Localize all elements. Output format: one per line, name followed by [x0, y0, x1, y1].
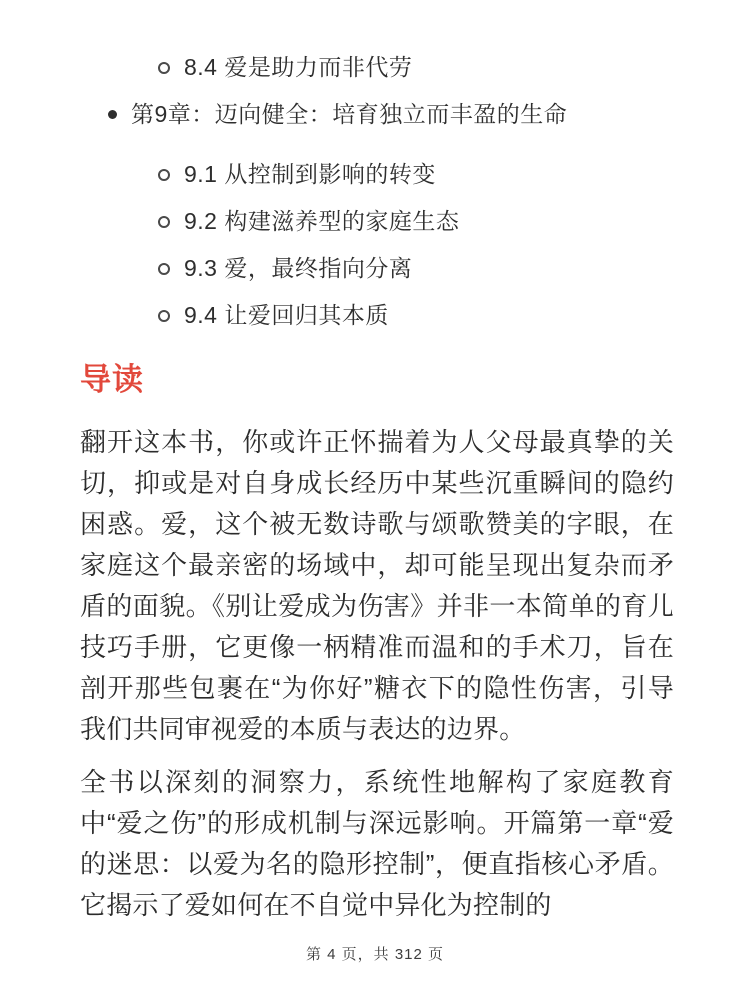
toc-item: [80, 208, 674, 234]
bullet-disc-icon: [108, 110, 117, 119]
bullet-circle-icon: [158, 62, 170, 74]
section-heading: 导读: [80, 362, 144, 397]
body-paragraph: 翻开这本书，你或许正怀揣着为人父母最真挚的关切，抑或是对自身成长经历中某些沉重瞬间的隐约困惑。爱，这个被无数诗歌与颂歌赞美的字眼，在家庭这个最亲密的场域中，却可能呈现出复杂而矛盾的面貌。《别让爱成为伤害》并非一本简单的育儿技巧手册，它更像一柄精准而温和的手术刀，旨在剖开那些包裹在“为你好”糖衣下的隐性伤害，引导我们共同审视爱的本质与表达的边界。: [80, 427, 674, 744]
toc-item-label: 8.4 爱是助力而非代劳: [184, 54, 413, 80]
toc-item: [80, 161, 674, 187]
bullet-circle-icon: [158, 263, 170, 275]
page-indicator: 第 4 页，共 312 页: [305, 946, 445, 963]
toc-item-chapter: [80, 101, 674, 127]
toc-item: [80, 302, 674, 328]
toc-item-label: 第9章：迈向健全：培育独立而丰盈的生命: [131, 101, 568, 127]
body-paragraph: 全书以深刻的洞察力，系统性地解构了家庭教育中“爱之伤”的形成机制与深远影响。开篇第一章“爱的迷思：以爱为名的隐形控制”，便直指核心矛盾。它揭示了爱如何在不自觉中异化为控制的: [80, 767, 674, 920]
toc-item: [80, 255, 674, 281]
bullet-circle-icon: [158, 216, 170, 228]
toc-item: [80, 54, 674, 80]
toc-item-label: 9.4 让爱回归其本质: [184, 302, 389, 328]
bullet-circle-icon: [158, 310, 170, 322]
toc-item-label: 9.2 构建滋养型的家庭生态: [184, 208, 460, 234]
table-of-contents: [80, 54, 674, 328]
toc-item-label: 9.1 从控制到影响的转变: [184, 161, 436, 187]
toc-item-label: 9.3 爱，最终指向分离: [184, 255, 413, 281]
bullet-circle-icon: [158, 169, 170, 181]
